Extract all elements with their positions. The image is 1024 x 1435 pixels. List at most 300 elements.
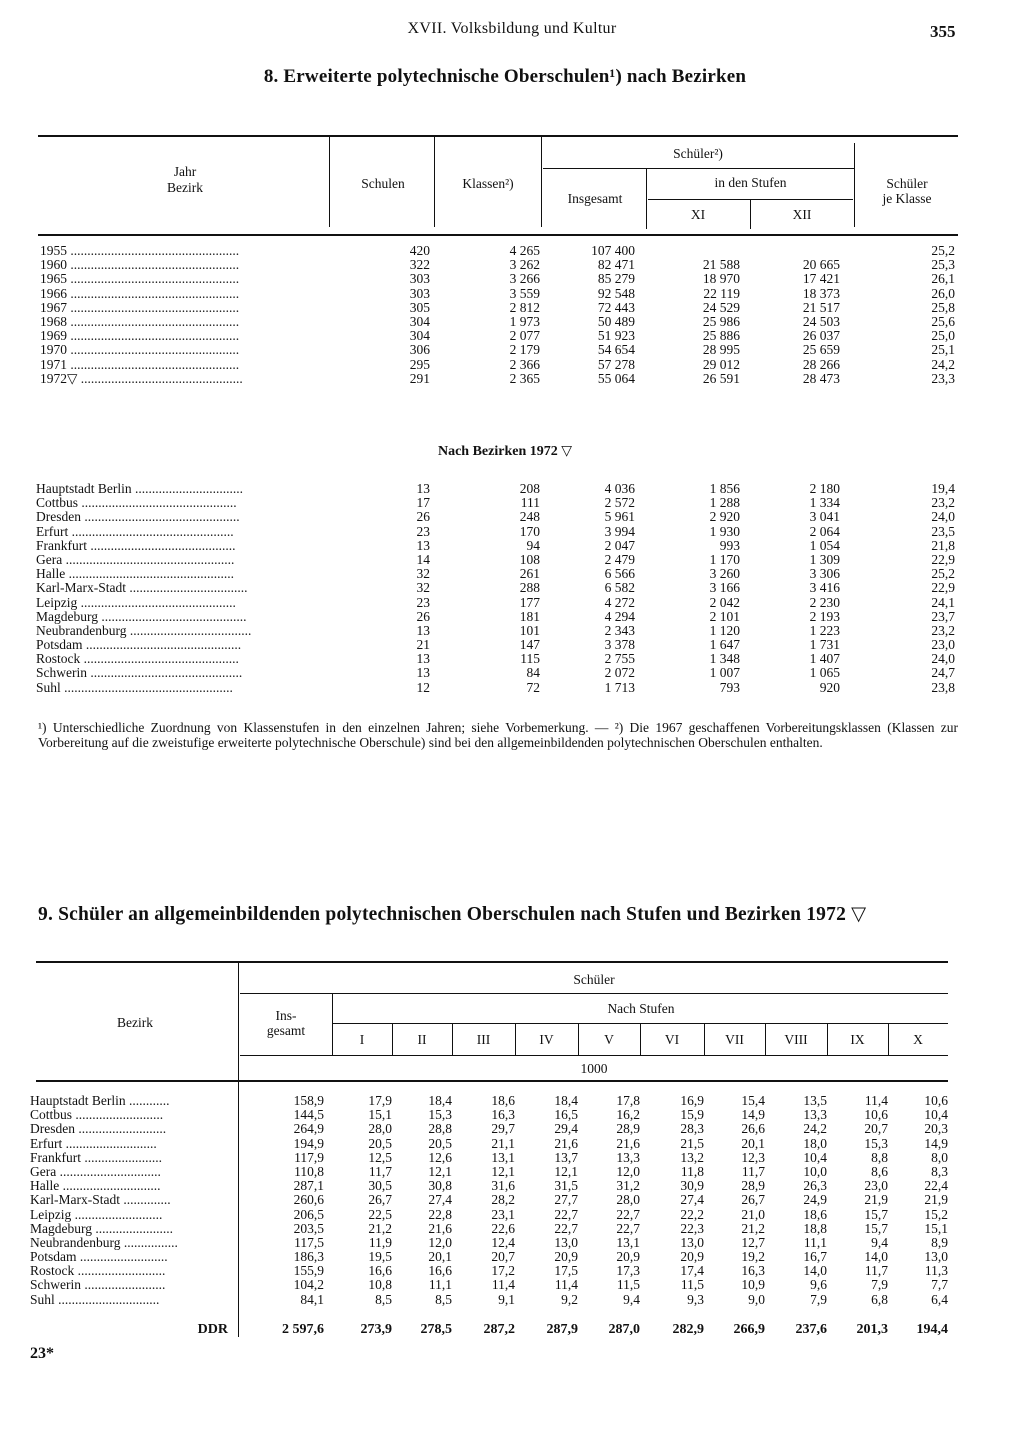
cell-xii: 3 416: [809, 580, 840, 596]
cell-value: 18,4: [554, 1093, 578, 1108]
cell-value: 14,9: [924, 1135, 948, 1151]
cell-value: 21,6: [616, 1135, 640, 1151]
row-label: Dresden ..............................................: [36, 510, 240, 525]
cell-xi: 28 995: [702, 342, 740, 358]
cell-insgesamt: 4 272: [604, 594, 635, 610]
cell-insgesamt: 55 064: [597, 370, 635, 386]
cell-xii: 1 407: [809, 651, 840, 667]
cell-xi: 2 101: [709, 608, 740, 624]
cell-xii: 2 230: [809, 594, 840, 610]
table8-header-bottom-rule: [38, 234, 958, 236]
cell-value: 8,3: [931, 1163, 948, 1179]
cell-value: 22,2: [680, 1206, 704, 1222]
cell-value: 13,7: [554, 1149, 578, 1165]
cell-xi: 1 647: [709, 637, 740, 653]
table9-unit: 1000: [580, 1061, 608, 1076]
cell-je: 24,0: [931, 651, 955, 667]
cell-value: 9,4: [623, 1291, 640, 1307]
cell-value: 26,3: [803, 1178, 827, 1194]
cell-value: 22,3: [680, 1220, 704, 1236]
cell-schulen: 305: [409, 299, 430, 315]
district-row: [36, 610, 955, 624]
year-row: [40, 272, 955, 286]
table9-top-rule: [36, 961, 948, 963]
table8-header-schueler: Schüler²): [673, 146, 723, 161]
row-label: Gera ..................................................: [36, 552, 235, 567]
cell-value: 15,7: [864, 1220, 888, 1236]
cell-xii: 920: [819, 679, 840, 695]
cell-value: 8,0: [931, 1149, 948, 1165]
table9-header-stufe: II: [417, 1032, 427, 1047]
row-label: Leipzig ..............................................: [36, 595, 236, 610]
cell-xii: 25 659: [802, 342, 840, 358]
cell-schulen: 420: [409, 243, 430, 258]
row-label: Karl-Marx-Stadt ..............: [30, 1193, 171, 1208]
cell-value: 14,9: [741, 1107, 765, 1123]
cell-insgesamt: 2 343: [604, 622, 635, 638]
cell-schulen: 14: [416, 551, 430, 567]
row-label: 1955 ..................................................: [40, 244, 240, 258]
cell-value: 12,6: [428, 1149, 452, 1165]
cell-klassen: 2 179: [509, 342, 540, 358]
cell-klassen: 3 262: [509, 257, 540, 273]
district-row: [36, 553, 955, 567]
row-label: Dresden ..........................: [30, 1122, 167, 1137]
cell-insgesamt: 82 471: [597, 257, 635, 273]
cell-je: 25,0: [931, 328, 955, 344]
cell-value: 21,9: [864, 1192, 888, 1208]
cell-value: 14,0: [864, 1249, 888, 1265]
cell-value: 15,4: [741, 1093, 765, 1108]
cell-je: 25,8: [931, 299, 955, 315]
row-label: 1970 ..................................................: [40, 343, 240, 358]
total-value: 278,5: [420, 1322, 452, 1337]
cell-value: 11,3: [924, 1263, 948, 1279]
cell-value: 19,5: [368, 1249, 392, 1265]
table9-row: [30, 1250, 948, 1264]
cell-value: 8,5: [435, 1291, 452, 1307]
cell-value: 11,4: [554, 1277, 578, 1293]
year-row: [40, 301, 955, 315]
cell-schulen: 295: [409, 356, 430, 372]
cell-klassen: 261: [519, 566, 540, 582]
year-row: [40, 258, 955, 272]
cell-value: 20,1: [741, 1135, 765, 1151]
cell-value: 24,2: [803, 1121, 827, 1137]
row-label: 1965 ..................................................: [40, 272, 240, 287]
cell-insgesamt: 54 654: [597, 342, 635, 358]
table8-year-rows: [40, 244, 955, 386]
cell-xi: 1 856: [709, 481, 740, 496]
cell-xii: 28 266: [802, 356, 840, 372]
row-label: Hauptstadt Berlin ............: [30, 1094, 170, 1108]
cell-value: 22,6: [491, 1220, 515, 1236]
cell-xi: 1 170: [709, 551, 740, 567]
cell-value: 21,9: [924, 1192, 948, 1208]
cell-je: 25,2: [931, 243, 955, 258]
table8-header-je-klasse-2: je Klasse: [882, 191, 932, 206]
cell-value: 10,8: [368, 1277, 392, 1293]
cell-xii: 18 373: [802, 285, 840, 301]
cell-klassen: 101: [519, 622, 540, 638]
total-value: 266,9: [733, 1322, 765, 1337]
row-label: Potsdam ..............................................: [36, 638, 242, 653]
year-row: [40, 343, 955, 357]
cell-schulen: 13: [416, 537, 430, 553]
cell-value: 10,4: [803, 1149, 827, 1165]
cell-xii: 2 064: [809, 523, 840, 539]
row-label: Magdeburg ...........................................: [36, 609, 247, 624]
table9-total-row: [30, 1322, 948, 1338]
cell-value: 22,4: [924, 1178, 948, 1194]
cell-je: 23,3: [931, 370, 955, 386]
cell-schulen: 12: [416, 679, 430, 695]
district-row: [36, 539, 955, 553]
row-label: Frankfurt ...........................................: [36, 538, 236, 553]
table8-vline-2: [434, 137, 435, 227]
cell-xi: 2 920: [709, 509, 740, 525]
table9-title: 9. Schüler an allgemeinbildenden polytechnischen Oberschulen nach Stufen und Bezirken 1972 ▽: [38, 904, 867, 925]
table9-header-stufe: IV: [539, 1032, 554, 1047]
cell-value: 26,7: [368, 1192, 392, 1208]
cell-xii: 21 517: [802, 299, 840, 315]
table9-header-stufe: I: [359, 1032, 365, 1047]
cell-schulen: 13: [416, 481, 430, 496]
cell-je: 23,2: [931, 495, 955, 511]
cell-value: 6,8: [871, 1291, 888, 1307]
cell-value: 12,5: [368, 1149, 392, 1165]
table9-unit-rule: [240, 1055, 948, 1056]
total-value: 287,9: [546, 1322, 578, 1337]
cell-value: 10,6: [924, 1093, 948, 1108]
cell-je: 25,3: [931, 257, 955, 273]
cell-value: 17,8: [616, 1093, 640, 1108]
total-value: 282,9: [672, 1322, 704, 1337]
cell-value: 21,5: [680, 1135, 704, 1151]
cell-klassen: 248: [519, 509, 540, 525]
table8-header-insgesamt: Insgesamt: [567, 191, 623, 206]
cell-xii: 20 665: [802, 257, 840, 273]
district-row: [36, 567, 955, 581]
district-row: [36, 638, 955, 652]
cell-insgesamt: 2 755: [604, 651, 635, 667]
cell-klassen: 115: [520, 651, 540, 667]
cell-value: 27,7: [554, 1192, 578, 1208]
cell-klassen: 108: [519, 551, 540, 567]
cell-je: 25,6: [931, 313, 955, 329]
table9-header-bottom-rule: [36, 1080, 948, 1082]
cell-value: 30,5: [368, 1178, 392, 1194]
running-title: XVII. Volksbildung und Kultur: [407, 20, 617, 37]
cell-value: 13,1: [616, 1234, 640, 1250]
table8-vline-4: [854, 143, 855, 227]
table8-header-stufen: in den Stufen: [714, 175, 787, 190]
cell-value: 28,9: [616, 1121, 640, 1137]
row-label: 1972▽ ................................................: [40, 371, 243, 386]
cell-xii: 1 065: [809, 665, 840, 681]
cell-value: 28,0: [368, 1121, 392, 1137]
row-label: 1960 ..................................................: [40, 258, 240, 273]
cell-xii: 17 421: [802, 271, 840, 287]
total-label: DDR: [197, 1322, 228, 1337]
cell-je: 23,0: [931, 637, 955, 653]
cell-insgesamt: 1 713: [604, 679, 635, 695]
cell-value: 16,3: [491, 1107, 515, 1123]
table9-schueler-rule: [240, 993, 948, 994]
cell-value: 22,7: [616, 1206, 640, 1222]
cell-value: 206,5: [293, 1206, 324, 1222]
cell-value: 27,4: [428, 1192, 452, 1208]
cell-value: 9,6: [810, 1277, 827, 1293]
cell-value: 9,1: [498, 1291, 515, 1307]
page-signature-marker: 23*: [30, 1345, 54, 1362]
cell-value: 15,7: [864, 1206, 888, 1222]
cell-value: 20,3: [924, 1121, 948, 1137]
cell-value: 144,5: [293, 1107, 324, 1123]
cell-schulen: 13: [416, 622, 430, 638]
cell-schulen: 17: [416, 495, 430, 511]
cell-value: 29,4: [554, 1121, 578, 1137]
table9-header-insgesamt-1: Ins-: [275, 1008, 297, 1023]
cell-insgesamt: 3 994: [604, 523, 635, 539]
cell-schulen: 303: [409, 285, 430, 301]
cell-xii: [740, 244, 840, 258]
cell-value: 8,6: [871, 1163, 888, 1179]
row-label: Schwerin .............................................: [36, 666, 243, 681]
total-value: 287,2: [483, 1322, 515, 1337]
cell-value: 21,2: [368, 1220, 392, 1236]
cell-value: 8,9: [931, 1234, 948, 1250]
district-row: [36, 681, 955, 695]
cell-je: 25,2: [931, 566, 955, 582]
cell-schulen: 304: [409, 313, 430, 329]
cell-value: 12,1: [554, 1163, 578, 1179]
cell-insgesamt: 85 279: [597, 271, 635, 287]
cell-value: 13,0: [680, 1234, 704, 1250]
cell-xi: 1 348: [709, 651, 740, 667]
table9-row: [30, 1278, 948, 1292]
cell-insgesamt: 107 400: [591, 243, 635, 258]
row-label: Karl-Marx-Stadt ...................................: [36, 581, 248, 596]
year-row: [40, 329, 955, 343]
row-label: Schwerin ........................: [30, 1278, 166, 1293]
cell-value: 10,6: [864, 1107, 888, 1123]
cell-value: 9,4: [871, 1234, 888, 1250]
cell-value: 11,8: [680, 1163, 704, 1179]
cell-value: 117,9: [294, 1149, 324, 1165]
table9-row: [30, 1264, 948, 1278]
cell-value: 11,5: [680, 1277, 704, 1293]
table9-row: [30, 1122, 948, 1136]
cell-value: 20,9: [616, 1249, 640, 1265]
cell-insgesamt: 57 278: [597, 356, 635, 372]
cell-value: 260,6: [293, 1192, 324, 1208]
table8-vline-3: [541, 137, 542, 227]
cell-je: 24,1: [931, 594, 955, 610]
cell-xi: 22 119: [703, 285, 740, 301]
cell-je: 26,1: [931, 271, 955, 287]
cell-value: 21,2: [741, 1220, 765, 1236]
cell-value: 22,7: [554, 1206, 578, 1222]
table9-row: [30, 1094, 948, 1108]
cell-value: 22,5: [368, 1206, 392, 1222]
cell-value: 158,9: [293, 1093, 324, 1108]
cell-value: 16,7: [803, 1249, 827, 1265]
cell-schulen: 304: [409, 328, 430, 344]
cell-klassen: 72: [526, 679, 540, 695]
cell-value: 21,0: [741, 1206, 765, 1222]
cell-value: 20,7: [491, 1249, 515, 1265]
cell-value: 31,5: [554, 1178, 578, 1194]
cell-value: 15,9: [680, 1107, 704, 1123]
cell-value: 15,2: [924, 1206, 948, 1222]
table8-header-je-klasse-1: Schüler: [886, 176, 928, 191]
table8-header-schulen: Schulen: [361, 176, 405, 191]
table9-header-stufe: VIII: [784, 1032, 808, 1047]
cell-value: 287,1: [293, 1178, 324, 1194]
table9-row: [30, 1179, 948, 1193]
cell-insgesamt: 50 489: [597, 313, 635, 329]
cell-insgesamt: 2 479: [604, 551, 635, 567]
district-row: [36, 482, 955, 496]
district-row: [36, 652, 955, 666]
cell-value: 13,0: [924, 1249, 948, 1265]
cell-xii: 26 037: [802, 328, 840, 344]
table9-row: [30, 1108, 948, 1122]
table9-row: [30, 1293, 948, 1307]
cell-value: 15,1: [368, 1107, 392, 1123]
cell-klassen: 94: [526, 537, 540, 553]
year-row: [40, 315, 955, 329]
table9-row: [30, 1137, 948, 1151]
cell-xi: 793: [719, 679, 740, 695]
table8-subheading: Nach Bezirken 1972 ▽: [437, 444, 573, 459]
cell-xi: 26 591: [702, 370, 740, 386]
cell-schulen: 13: [416, 665, 430, 681]
cell-schulen: 13: [416, 651, 430, 667]
cell-value: 16,6: [428, 1263, 452, 1279]
cell-value: 8,8: [871, 1149, 888, 1165]
total-value: 237,6: [795, 1322, 827, 1337]
table9-header-stufe: VI: [664, 1032, 680, 1047]
cell-xii: 2 193: [809, 608, 840, 624]
cell-value: 12,3: [741, 1149, 765, 1165]
cell-xi: 24 529: [702, 299, 740, 315]
row-label: Rostock ..............................................: [36, 652, 239, 667]
cell-xi: 25 886: [702, 328, 740, 344]
cell-je: 23,5: [931, 523, 955, 539]
cell-value: 17,4: [680, 1263, 704, 1279]
table9-header-stufe: X: [913, 1032, 923, 1047]
year-row: [40, 287, 955, 301]
row-label: Leipzig ..........................: [30, 1207, 163, 1222]
cell-value: 31,2: [616, 1178, 640, 1194]
cell-insgesamt: 51 923: [597, 328, 635, 344]
cell-value: 21,1: [491, 1135, 515, 1151]
row-label: 1966 ..................................................: [40, 286, 240, 301]
cell-xi: 18 970: [702, 271, 740, 287]
row-label: Rostock ..........................: [30, 1264, 166, 1279]
table9-row: [30, 1151, 948, 1165]
cell-xi: 1 120: [709, 622, 740, 638]
row-label: 1967 ..................................................: [40, 300, 240, 315]
district-row: [36, 666, 955, 680]
cell-value: 30,8: [428, 1178, 452, 1194]
cell-value: 30,9: [680, 1178, 704, 1194]
cell-value: 20,9: [554, 1249, 578, 1265]
cell-klassen: 177: [519, 594, 540, 610]
cell-value: 11,1: [803, 1234, 827, 1250]
cell-xii: 1 223: [809, 622, 840, 638]
table8-header-jahr: Jahr: [173, 164, 197, 179]
cell-xii: 1 334: [809, 495, 840, 511]
cell-insgesamt: 92 548: [597, 285, 635, 301]
table9-row: [30, 1222, 948, 1236]
table8-footnote: ¹) Unterschiedliche Zuordnung von Klassenstufen in den einzelnen Jahren; siehe Vorbemerkung. — ²) Die 1967 geschaffenen Vorbereitungsklassen (Klassen zur Vorbereitung auf die zweistufige erweiterte polytechnische Oberschule) sind bei den allgemeinbildenden polytechnischen Oberschulen enthalten.: [38, 720, 958, 750]
row-label: Halle .................................................: [36, 567, 234, 582]
cell-xii: 3 041: [809, 509, 840, 525]
cell-value: 7,9: [871, 1277, 888, 1293]
row-label: 1969 ..................................................: [40, 329, 240, 344]
cell-value: 27,4: [680, 1192, 704, 1208]
cell-value: 17,5: [554, 1263, 578, 1279]
total-value: 2 597,6: [282, 1322, 324, 1337]
table9-header-schueler: Schüler: [573, 972, 615, 987]
table9-header-stufe: VII: [725, 1032, 744, 1047]
row-label: Magdeburg .......................: [30, 1221, 173, 1236]
cell-schulen: 291: [409, 370, 430, 386]
cell-value: 15,1: [924, 1220, 948, 1236]
cell-je: 23,7: [931, 608, 955, 624]
cell-value: 11,7: [864, 1263, 888, 1279]
cell-insgesamt: 3 378: [604, 637, 635, 653]
row-label: Erfurt ...........................: [30, 1136, 157, 1151]
cell-value: 9,0: [748, 1291, 765, 1307]
cell-xi: 25 986: [702, 313, 740, 329]
cell-value: 18,6: [803, 1206, 827, 1222]
year-row: [40, 244, 955, 258]
cell-value: 17,2: [491, 1263, 515, 1279]
table8-header-bezirk: Bezirk: [167, 180, 203, 195]
year-row: [40, 372, 955, 386]
table8-schueler-rule: [543, 168, 855, 169]
cell-klassen: 2 812: [509, 299, 540, 315]
cell-klassen: 2 366: [509, 356, 540, 372]
cell-schulen: 32: [416, 566, 430, 582]
cell-value: 11,9: [368, 1234, 392, 1250]
cell-je: 22,9: [931, 580, 955, 596]
cell-xi: 21 588: [702, 257, 740, 273]
cell-value: 22,8: [428, 1206, 452, 1222]
cell-value: 22,7: [554, 1220, 578, 1236]
cell-value: 21,6: [554, 1135, 578, 1151]
cell-value: 194,9: [293, 1135, 324, 1151]
cell-value: 28,0: [616, 1192, 640, 1208]
cell-xii: 1 054: [809, 537, 840, 553]
table8-header-xi: XI: [690, 207, 706, 222]
cell-xii: 3 306: [809, 566, 840, 582]
table9-header-bezirk: Bezirk: [117, 1015, 153, 1030]
cell-klassen: 170: [519, 523, 540, 539]
row-label: Gera ..............................: [30, 1164, 161, 1179]
cell-value: 18,0: [803, 1135, 827, 1151]
cell-schulen: 306: [409, 342, 430, 358]
cell-klassen: 4 265: [509, 243, 540, 258]
table8-vline-xi-xii: [750, 199, 751, 229]
cell-je: 23,2: [931, 622, 955, 638]
cell-value: 21,6: [428, 1220, 452, 1236]
table8-top-rule: [38, 135, 958, 137]
